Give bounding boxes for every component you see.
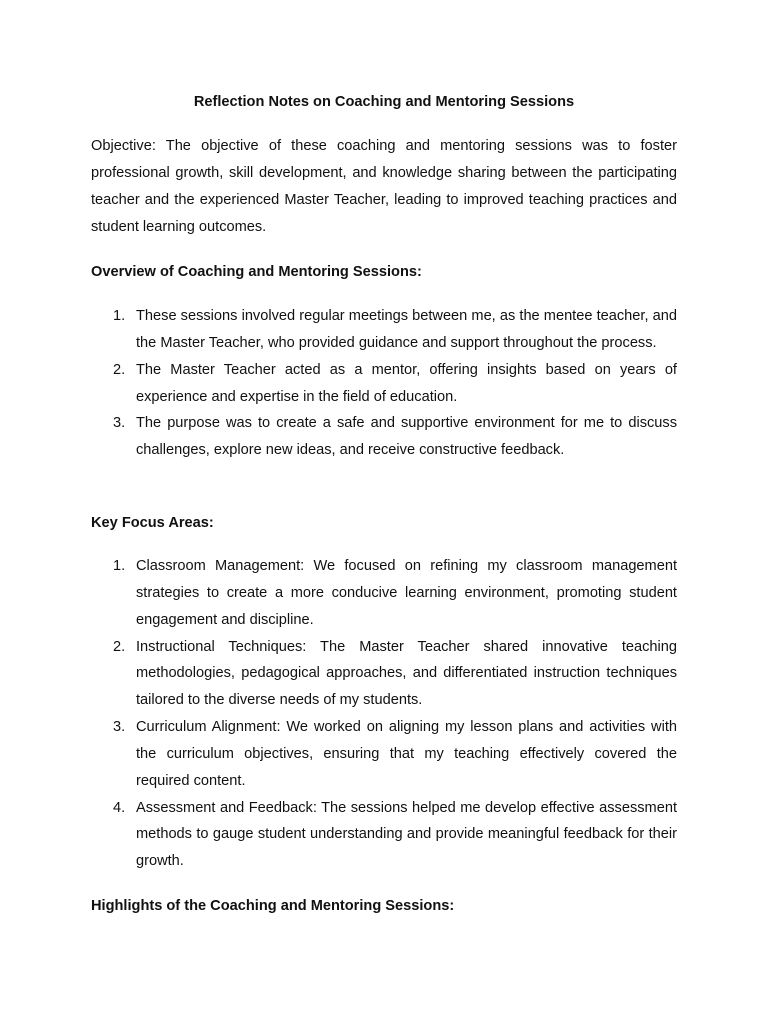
list-item-text: The Master Teacher acted as a mentor, offering insights based on years of experience and expertise in the field of education. — [136, 361, 677, 405]
list-item-text: Instructional Techniques: The Master Teacher shared innovative teaching methodologies, pedagogical approaches, and differentiated instruction techniques tailored to the diverse needs of my students. — [136, 638, 677, 709]
document-title: Reflection Notes on Coaching and Mentoring Sessions — [193, 94, 575, 110]
list-item — [91, 714, 677, 795]
list-item-number: 2. — [113, 361, 126, 378]
list-item-number: 3. — [113, 415, 126, 432]
list-item-number: 3. — [113, 719, 126, 736]
overview-heading: Overview of Coaching and Mentoring Sessions: — [91, 264, 422, 280]
list-item — [91, 357, 677, 411]
list-item — [91, 303, 677, 357]
focus-list — [91, 553, 677, 875]
overview-list — [91, 303, 677, 464]
objective-paragraph: Objective: The objective of these coaching and mentoring sessions was to foster professional growth, skill development, and knowledge sharing between the participating teacher and the experienced Master Teacher, leading to improved teaching practices and student learning outcomes. — [91, 138, 677, 235]
list-item-text: These sessions involved regular meetings between me, as the mentee teacher, and the Master Teacher, who provided guidance and support throughout the process. — [136, 308, 677, 351]
list-item — [91, 634, 677, 715]
list-item-number: 1. — [113, 308, 126, 324]
list-item-text: Curriculum Alignment: We worked on aligning my lesson plans and activities with the curriculum objectives, ensuring that my teaching effectively covered the required content. — [136, 719, 677, 789]
list-item-number: 1. — [113, 558, 126, 574]
highlights-heading: Highlights of the Coaching and Mentoring Sessions: — [91, 898, 455, 914]
list-item — [91, 795, 677, 876]
list-item-text: The purpose was to create a safe and supportive environment for me to discuss challenges, explore new ideas, and receive constructive feedback. — [136, 415, 677, 459]
focus-heading: Key Focus Areas: — [91, 515, 214, 531]
list-item-number: 4. — [113, 799, 126, 816]
list-item-text: Assessment and Feedback: The sessions helped me develop effective assessment methods to gauge student understanding and provide meaningful feedback for their growth. — [136, 799, 677, 870]
list-item — [91, 553, 677, 634]
list-item-text: Classroom Management: We focused on refining my classroom management strategies to create a more conducive learning environment, promoting student engagement and discipline. — [136, 558, 677, 628]
list-item-number: 2. — [113, 638, 126, 655]
list-item — [91, 410, 677, 464]
